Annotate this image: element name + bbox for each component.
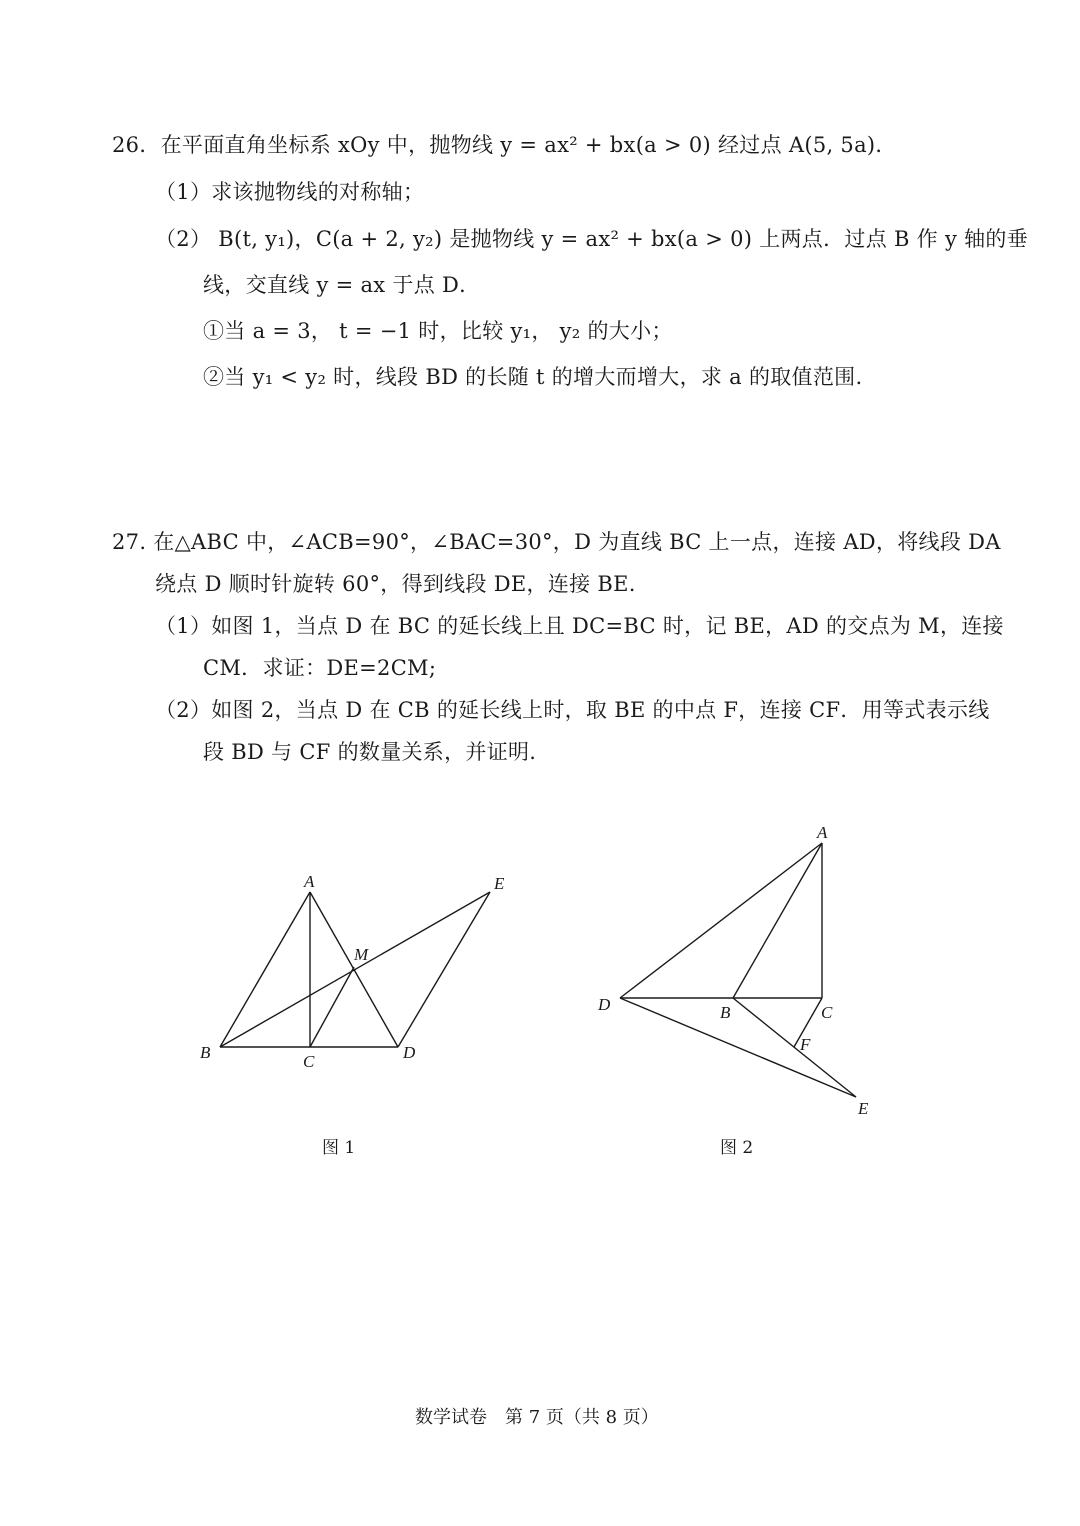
fig1-label-a: A [304,872,315,891]
fig1-label-d: D [403,1043,416,1062]
fig2-label-b: B [720,1003,731,1022]
q27-part1-line2: CM．求证：DE=2CM; [203,656,437,680]
fig2-label-f: F [800,1035,811,1054]
fig2-label-c: C [821,1003,833,1022]
q27-stem-line2: 绕点 D 顺时针旋转 60°，得到线段 DE，连接 BE. [155,572,636,596]
fig1-label-m: M [354,945,369,964]
fig1-label-b: B [200,1043,211,1062]
q26-part2-line2: 线，交直线 y = ax 于点 D． [203,273,481,297]
fig2-segment-ad [620,843,822,998]
q26-sub1: ①当 a = 3， t = −1 时，比较 y₁， y₂ 的大小； [203,319,673,343]
q27-part2-line1: （2）如图 2，当点 D 在 CB 的延长线上时，取 BE 的中点 F，连接 CF．用等式表示线 [155,698,990,722]
q27-part2-line2: 段 BD 与 CF 的数量关系，并证明. [203,740,537,764]
figure-1-caption: 图 1 [322,1138,356,1158]
q27-stem-line1: 27. 在△ABC 中，∠ACB=90°，∠BAC=30°，D 为直线 BC 上一点，连接 AD，将线段 DA [112,530,1001,554]
fig2-label-d: D [598,995,611,1014]
fig1-label-c: C [303,1052,315,1071]
q26-part2-line1: （2） B(t, y₁)，C(a + 2, y₂) 是抛物线 y = ax² + bx(a > 0) 上两点．过点 B 作 y 轴的垂 [155,227,1028,251]
page-footer: 数学试卷 第 7 页（共 8 页） [415,1407,659,1428]
q26-stem: 26．在平面直角坐标系 xOy 中，抛物线 y = ax² + bx(a > 0) 经过点 A(5, 5a)． [112,133,897,157]
q26-part1: （1）求该抛物线的对称轴； [155,180,425,204]
fig2-label-a: A [817,823,828,842]
fig2-label-e: E [858,1099,869,1118]
fig2-segment-ab [733,843,822,998]
fig2-segment-be [733,998,856,1097]
q27-part1-line1: （1）如图 1，当点 D 在 BC 的延长线上且 DC=BC 时，记 BE，AD 的交点为 M，连接 [155,614,1004,638]
fig1-label-e: E [494,874,505,893]
figure-2-caption: 图 2 [720,1138,754,1158]
q26-sub2: ②当 y₁ < y₂ 时，线段 BD 的长随 t 的增大而增大，求 a 的取值范围. [203,365,863,389]
